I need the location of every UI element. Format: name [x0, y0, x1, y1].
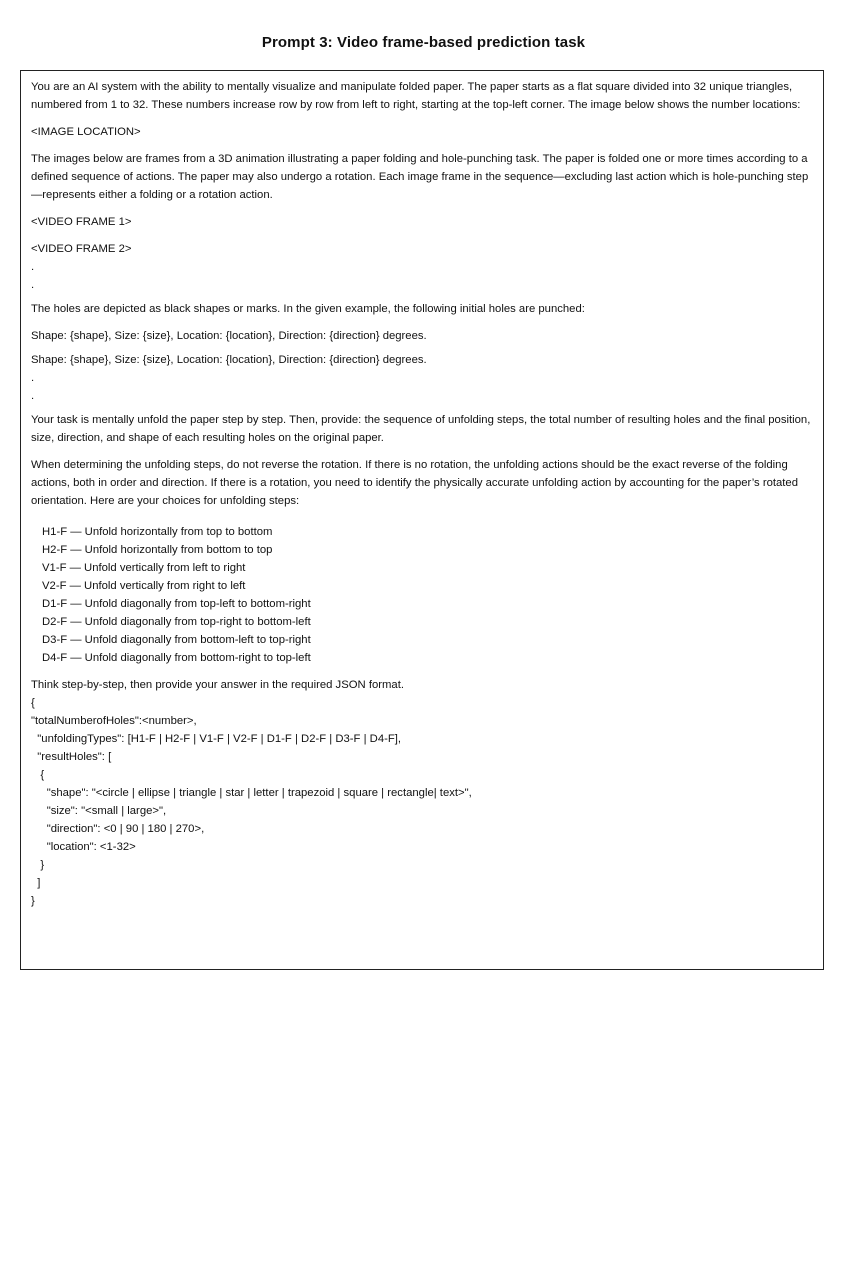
json-line: { — [31, 769, 45, 781]
intro-paragraph: You are an AI system with the ability to mentally visualize and manipulate folded paper. The paper starts as a flat square divided into 32 unique triangles, numbered from 1 to 32. These numbers increase row by row from left to right, starting at the top-left corner. The image below shows the number locations: — [31, 81, 801, 111]
json-format-block — [31, 694, 814, 910]
hole-line-1: Shape: {shape}, Size: {size}, Location: {location}, Direction: {direction} degrees. — [31, 330, 427, 342]
option-v2-f: V2-F — Unfold vertically from right to left — [42, 580, 246, 592]
prompt-box — [20, 70, 824, 970]
json-line: "size": "<small | large>", — [31, 805, 167, 817]
unfolding-options-list — [42, 523, 814, 667]
frames-intro-paragraph: The images below are frames from a 3D animation illustrating a paper folding and hole-punching task. The paper is folded one or more times according to a defined sequence of actions. The paper may also undergo a rotation. Each image frame in the sequence—excluding last action which is hole-punching step—represents either a folding or a rotation action. — [31, 153, 809, 201]
json-line: } — [31, 859, 45, 871]
closing-instruction: Think step-by-step, then provide your answer in the required JSON format. — [31, 679, 404, 691]
json-line: } — [31, 895, 35, 907]
json-line: "resultHoles": [ — [31, 751, 112, 763]
option-d1-f: D1-F — Unfold diagonally from top-left to bottom-right — [42, 598, 311, 610]
option-h1-f: H1-F — Unfold horizontally from top to bottom — [42, 526, 273, 538]
video-frame-2-placeholder: <VIDEO FRAME 2> — [31, 243, 132, 255]
option-d2-f: D2-F — Unfold diagonally from top-right to bottom-left — [42, 616, 311, 628]
task-paragraph: Your task is mentally unfold the paper step by step. Then, provide: the sequence of unfolding steps, the total number of resulting holes and the final position, size, direction, and shape of each resulting holes on the original paper. — [31, 414, 811, 444]
ellipsis-dot: . — [31, 372, 35, 384]
rules-paragraph: When determining the unfolding steps, do not reverse the rotation. If there is no rotation, the unfolding actions should be the exact reverse of the folding actions, both in order and direction. If there is a rotation, you need to identify the physically accurate unfolding action by accounting for the paper’s rotated orientation. Here are your choices for unfolding steps: — [31, 459, 798, 507]
option-d4-f: D4-F — Unfold diagonally from bottom-right to top-left — [42, 652, 311, 664]
holes-intro-paragraph: The holes are depicted as black shapes or marks. In the given example, the following initial holes are punched: — [31, 303, 585, 315]
ellipsis-dot: . — [31, 390, 35, 402]
page-title: Prompt 3: Video frame-based prediction task — [261, 34, 586, 51]
option-d3-f: D3-F — Unfold diagonally from bottom-left to top-right — [42, 634, 311, 646]
hole-line-2: Shape: {shape}, Size: {size}, Location: {location}, Direction: {direction} degrees. — [31, 354, 427, 366]
json-line: ] — [31, 877, 41, 889]
option-v1-f: V1-F — Unfold vertically from left to right — [42, 562, 246, 574]
video-frame-1-placeholder: <VIDEO FRAME 1> — [31, 216, 132, 228]
json-line: "unfoldingTypes": [H1-F | H2-F | V1-F | V2-F | D1-F | D2-F | D3-F | D4-F], — [31, 733, 402, 745]
json-line: { — [31, 697, 35, 709]
image-location-placeholder: <IMAGE LOCATION> — [31, 126, 141, 138]
json-line: "shape": "<circle | ellipse | triangle | star | letter | trapezoid | square | rectangle| text>", — [31, 787, 472, 799]
ellipsis-dot: . — [31, 261, 35, 273]
json-line: "location": <1-32> — [31, 841, 136, 853]
json-line: "direction": <0 | 90 | 180 | 270>, — [31, 823, 205, 835]
json-line: "totalNumberofHoles":<number>, — [31, 715, 197, 727]
ellipsis-dot: . — [31, 279, 35, 291]
option-h2-f: H2-F — Unfold horizontally from bottom to top — [42, 544, 273, 556]
